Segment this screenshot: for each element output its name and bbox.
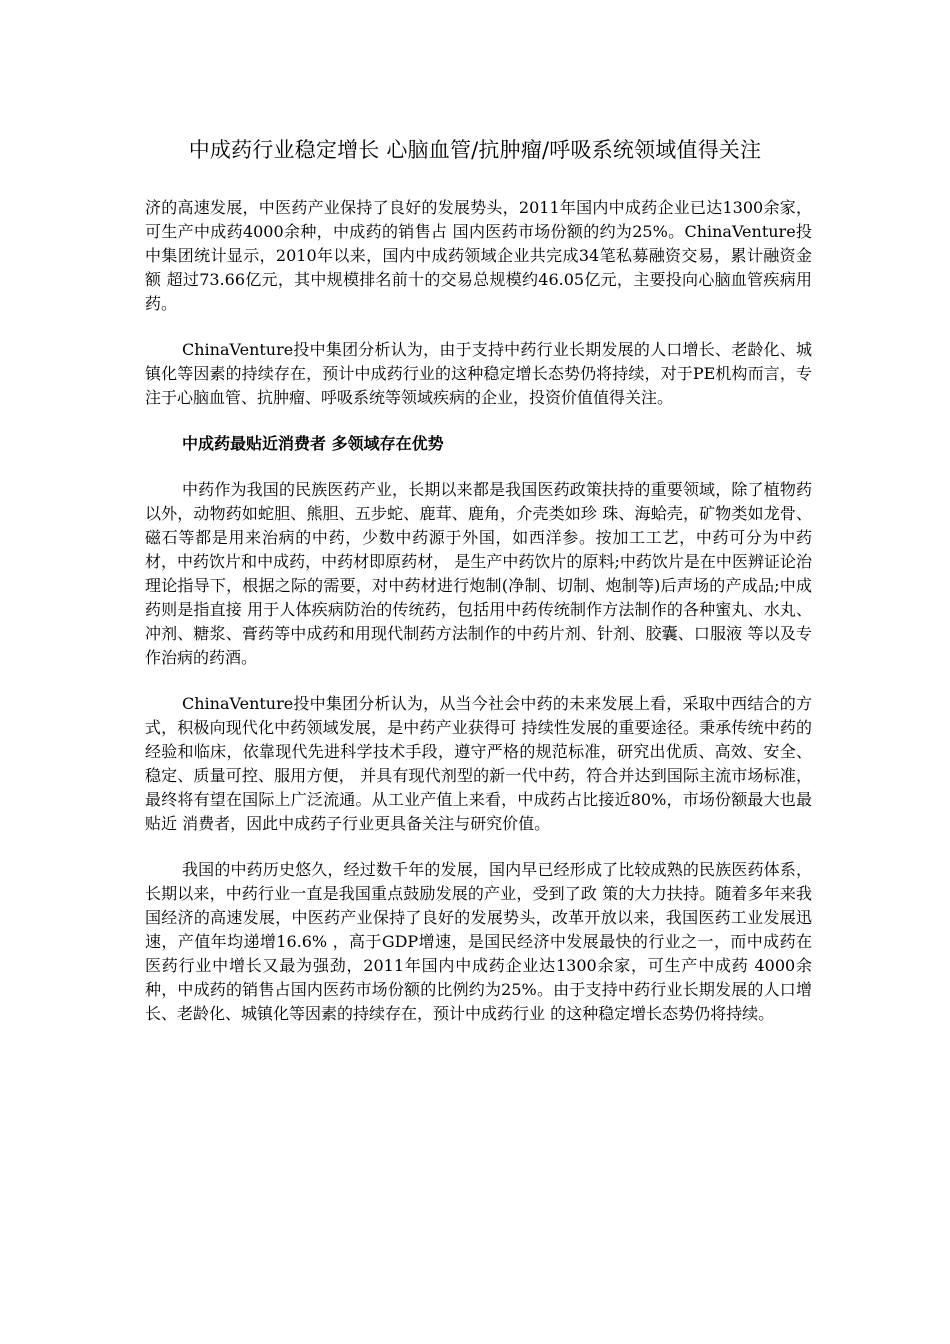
document-body [145,196,812,1048]
paragraph-4: ChinaVenture投中集团分析认为，从当今社会中药的未来发展上看，采取中西结合的方式，积极向现代化中药领域发展，是中药产业获得可 持续性发展的重要途径。秉承传统中药的经验和临床，依靠现代先进科学技术手段，遵守严格的规范标准，研究出优质、高效、安全、稳定、质量可控、服用方便， 并具有现代剂型的新一代中药，符合并达到国际主流市场标准，最终将有望在国际上广泛流通。从工业产值上来看，中成药占比接近80%，市场份额最大也最贴近 消费者，因此中成药子行业更具备关注与研究价值。 [145,694,812,833]
paragraph-3: 中药作为我国的民族医药产业，长期以来都是我国医药政策扶持的重要领域，除了植物药以外，动物药如蛇胆、熊胆、五步蛇、鹿茸、鹿角，介壳类如珍 珠、海蛤壳，矿物类如龙骨、磁石等都是用来治病的中药，少数中药源于外国，如西洋参。按加工工艺，中药可分为中药材，中药饮片和中成药，中药材即原药材， 是生产中药饮片的原料;中药饮片是在中医辨证论治理论指导下，根据之际的需要，对中药材进行炮制(净制、切制、炮制等)后声场的产成品;中成药则是指直接 用于人体疾病防治的传统药，包括用中药传统制作方法制作的各种蜜丸、水丸、冲剂、糖浆、膏药等中成药和用现代制药方法制作的中药片剂、针剂、胶囊、口服液 等以及专作治病的药酒。 [145,480,812,667]
paragraph-5: 我国的中药历史悠久，经过数千年的发展，国内早已经形成了比较成熟的民族医药体系，长期以来，中药行业一直是我国重点鼓励发展的产业，受到了政 策的大力扶持。随着多年来我国经济的高速发展，中医药产业保持了良好的发展势头，改革开放以来，我国医药工业发展迅速，产值年均递增16.6% ，高于GDP增速，是国民经济中发展最快的行业之一，而中成药在医药行业中增长又最为强劲，2011年国内中成药企业达1300余家，可生产中成药 4000余种，中成药的销售占国内医药市场份额的比例约为25%。由于支持中药行业长期发展的人口增长、老龄化、城镇化等因素的持续存在，预计中成药行业 的这种稳定增长态势仍将持续。 [145,860,812,1023]
paragraph-2: ChinaVenture投中集团分析认为，由于支持中药行业长期发展的人口增长、老龄化、城镇化等因素的持续存在，预计中成药行业的这种稳定增长态势仍将持续，对于PE机构而言，专注于心脑血管、抗肿瘤、呼吸系统等领域疾病的企业，投资价值值得关注。 [145,340,812,407]
document-title: 中成药行业稳定增长 心脑血管/抗肿瘤/呼吸系统领域值得关注 [188,138,762,162]
section-heading: 中成药最贴近消费者 多领域存在优势 [182,434,444,453]
paragraph-1: 济的高速发展，中医药产业保持了良好的发展势头，2011年国内中成药企业已达1300余家，可生产中成药4000余种，中成药的销售占 国内医药市场份额的约为25%。ChinaVenture投中集团统计显示，2010年以来，国内中成药领域企业共完成34笔私募融资交易，累计融资金额 超过73.66亿元，其中规模排名前十的交易总规模约46.05亿元，主要投向心脑血管疾病用药。 [145,198,812,313]
